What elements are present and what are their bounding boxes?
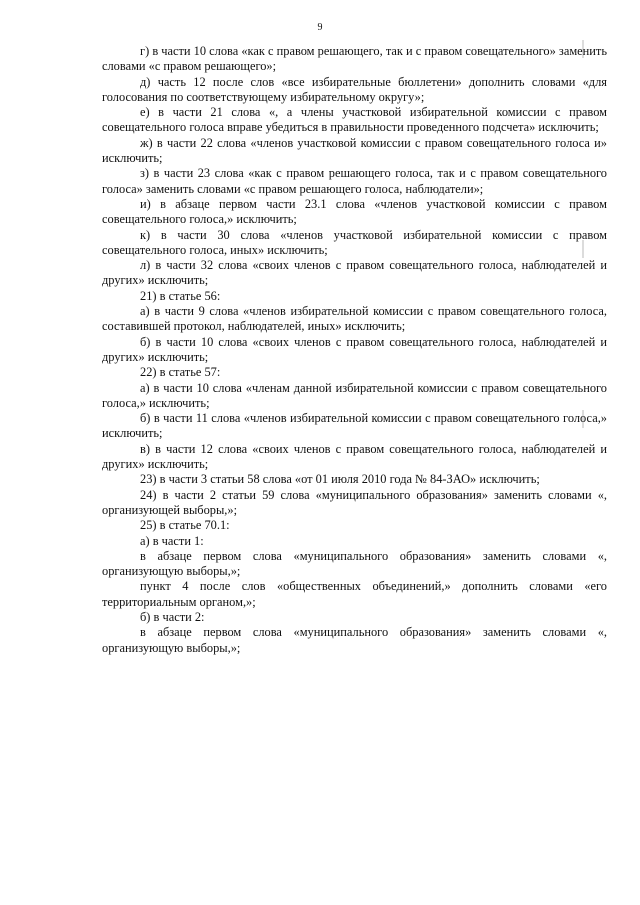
paragraph: а) в части 10 слова «членам данной избирательной комиссии с правом совещательного голоса,» исключить; <box>102 380 607 410</box>
paragraph: з) в части 23 слова «как с правом решающего голоса, так и с правом совещательного голоса» заменить словами «с правом решающего голоса, наблюдатели»; <box>102 166 607 196</box>
paragraph: в абзаце первом слова «муниципального образования» заменить словами «, организующую выборы,»; <box>102 625 607 655</box>
paragraph: б) в части 10 слова «своих членов с правом совещательного голоса, наблюдателей и других» исключить; <box>102 334 607 364</box>
paragraph: 24) в части 2 статьи 59 слова «муниципального образования» заменить словами «, организующей выборы,»; <box>102 487 607 517</box>
paragraph: б) в части 2: <box>140 609 205 624</box>
paragraph: а) в части 9 слова «членов избирательной комиссии с правом совещательного голоса, составившей протокол, наблюдателей, иных» исключить; <box>102 304 607 334</box>
paragraph: л) в части 32 слова «своих членов с правом совещательного голоса, наблюдателей и других» исключить; <box>102 258 607 288</box>
paragraph: и) в абзаце первом части 23.1 слова «членов участковой комиссии с правом совещательного голоса,» исключить; <box>102 196 607 227</box>
paragraph: д) часть 12 после слов «все избирательные бюллетени» дополнить словами «для голосования по соответствующему избирательному округу»; <box>102 74 607 104</box>
paragraph: к) в части 30 слова «членов участковой избирательной комиссии с правом совещательного голоса, иных» исключить; <box>102 227 607 257</box>
paragraph: 22) в статье 57: <box>140 365 221 380</box>
paragraph: в) в части 12 слова «своих членов с правом совещательного голоса, наблюдателей и других» исключить; <box>102 441 607 472</box>
paragraph: г) в части 10 слова «как с правом решающего, так и с правом совещательного» заменить словами «с правом решающего»; <box>102 44 607 74</box>
page-number: 9 <box>317 22 323 33</box>
paragraph: б) в части 11 слова «членов избирательной комиссии с правом совещательного голоса,» исключить; <box>102 411 607 441</box>
paragraph: в абзаце первом слова «муниципального образования» заменить словами «, организующую выборы,»; <box>102 548 607 579</box>
paragraph: пункт 4 после слов «общественных объединений,» дополнить словами «его территориальным органом,»; <box>102 579 607 609</box>
paragraph: е) в части 21 слова «, а члены участковой избирательной комиссии с правом совещательного голоса вправе убедиться в правильности проведенного подсчета» исключить; <box>102 105 607 135</box>
document-body <box>102 44 607 656</box>
paragraph: ж) в части 22 слова «членов участковой комиссии с правом совещательного голоса и» исключить; <box>102 135 607 166</box>
paragraph: а) в части 1: <box>140 533 204 548</box>
paragraph: 23) в части 3 статьи 58 слова «от 01 июля 2010 года № 84-ЗАО» исключить; <box>140 472 540 487</box>
paragraph: 21) в статье 56: <box>140 288 221 303</box>
paragraph: 25) в статье 70.1: <box>140 518 230 533</box>
